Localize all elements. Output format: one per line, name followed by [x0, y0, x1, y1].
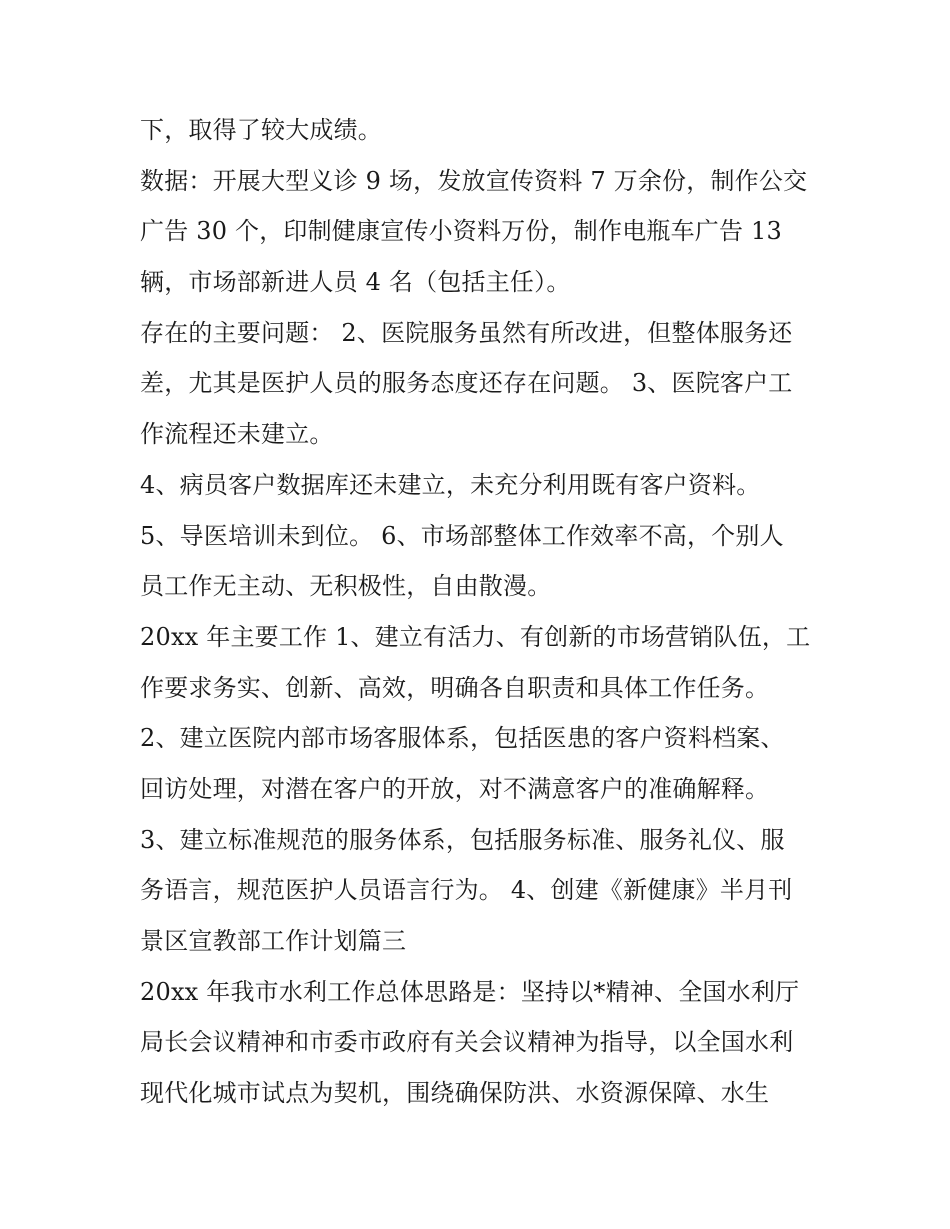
text-line: 回访处理，对潜在客户的开放，对不满意客户的准确解释。 — [140, 774, 770, 803]
text-line: 存在的主要问题： 2、医院服务虽然有所改进，但整体服务还 — [140, 318, 793, 347]
section-heading: 景区宣教部工作计划篇三 — [140, 927, 407, 955]
text-line: 2、建立医院内部市场客服体系，包括医患的客户资料档案、 — [140, 724, 785, 753]
text-line: 20xx 年主要工作 1、建立有活力、有创新的市场营销队伍，工 — [140, 622, 811, 651]
text-line: 作要求务实、创新、高效，明确各自职责和具体工作任务。 — [140, 673, 770, 702]
text-line: 员工作无主动、无积极性，自由散漫。 — [140, 572, 552, 601]
text-line: 广告 30 个，印制健康宣传小资料万份，制作电瓶车广告 13 — [140, 217, 782, 246]
text-line: 数据：开展大型义诊 9 场，发放宣传资料 7 万余份，制作公交 — [140, 166, 808, 195]
text-line: 20xx 年我市水利工作总体思路是：坚持以*精神、全国水利厅 — [140, 977, 800, 1006]
text-line: 差，尤其是医护人员的服务态度还存在问题。 3、医院客户工 — [140, 369, 793, 398]
text-line: 下，取得了较大成绩。 — [140, 116, 382, 144]
text-line: 现代化城市试点为契机，围绕确保防洪、水资源保障、水生 — [140, 1079, 770, 1108]
text-line: 务语言，规范医护人员语言行为。 4、创建《新健康》半月刊 — [140, 876, 793, 905]
text-line: 辆，市场部新进人员 4 名（包括主任）。 — [140, 268, 571, 297]
text-line: 局长会议精神和市委市政府有关会议精神为指导，以全国水利 — [140, 1028, 794, 1057]
document-body — [140, 105, 830, 1119]
text-line: 4、病员客户数据库还未建立，未充分利用既有客户资料。 — [140, 470, 761, 499]
text-line: 3、建立标准规范的服务体系，包括服务标准、服务礼仪、服 — [140, 825, 785, 854]
text-line: 5、导医培训未到位。 6、市场部整体工作效率不高，个别人 — [140, 521, 784, 550]
text-line: 作流程还未建立。 — [140, 420, 334, 449]
